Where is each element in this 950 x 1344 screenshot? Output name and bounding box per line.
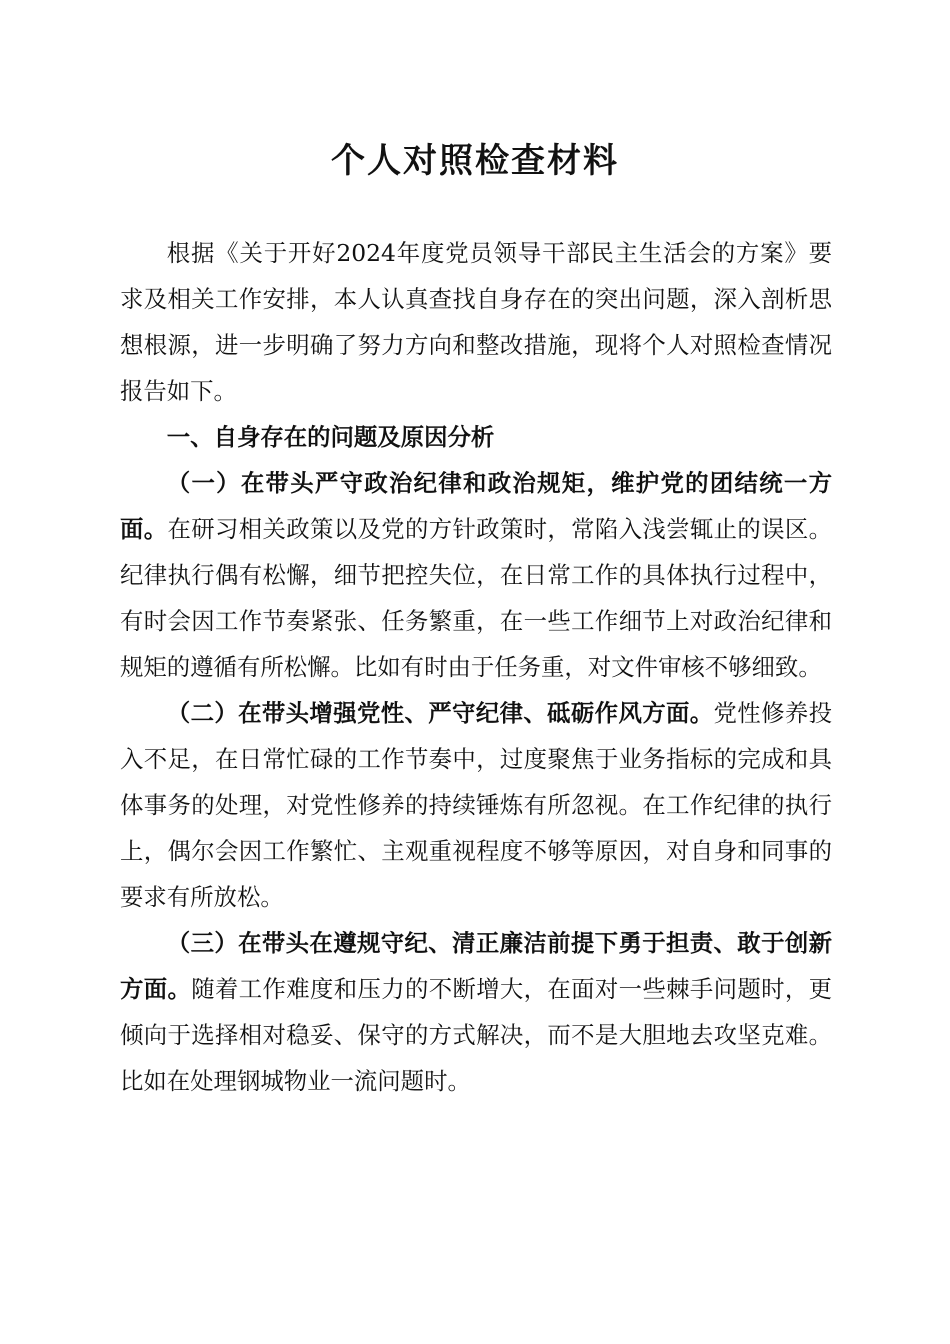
item-text-3: 随着工作难度和压力的不断增大，在面对一些棘手问题时，更倾向于选择相对稳妥、保守的方式解决，而不是大胆地去攻坚克难。比如在处理钢城物业一流问题时。 [120, 975, 833, 1095]
section-heading: 一、自身存在的问题及原因分析 [166, 423, 495, 451]
item-lead-3: （三）在带头在遵规守纪、清正廉洁前提下勇于担责、敢于创新方面。 [120, 929, 832, 1003]
page-title: 个人对照检查材料 [331, 141, 619, 181]
item-lead-2: （二）在带头增强党性、严守纪律、砥砺作风方面。 [166, 699, 714, 727]
item-text-2: 党性修养投入不足，在日常忙碌的工作节奏中，过度聚焦于业务指标的完成和具体事务的处理，对党性修养的持续锤炼有所忽视。在工作纪律的执行上，偶尔会因工作繁忙、主观重视程度不够等原因，对自身和同事的要求有所放松。 [120, 699, 833, 911]
item-paragraph-2 [120, 690, 832, 920]
item-paragraph-1 [120, 460, 832, 690]
intro-paragraph: 根据《关于开好2024年度党员领导干部民主生活会的方案》要求及相关工作安排，本人认真查找自身存在的突出问题，深入剖析思想根源，进一步明确了努力方向和整改措施，现将个人对照检查情况报告如下。 [120, 239, 832, 405]
document-body [120, 230, 832, 1104]
item-lead-1: （一）在带头严守政治纪律和政治规矩，维护党的团结统一方面。 [120, 469, 832, 543]
item-paragraph-3 [120, 920, 832, 1104]
item-text-1: 在研习相关政策以及党的方针政策时，常陷入浅尝辄止的误区。纪律执行偶有松懈，细节把控失位，在日常工作的具体执行过程中，有时会因工作节奏紧张、任务繁重，在一些工作细节上对政治纪律和规矩的遵循有所松懈。比如有时由于任务重，对文件审核不够细致。 [120, 515, 833, 681]
